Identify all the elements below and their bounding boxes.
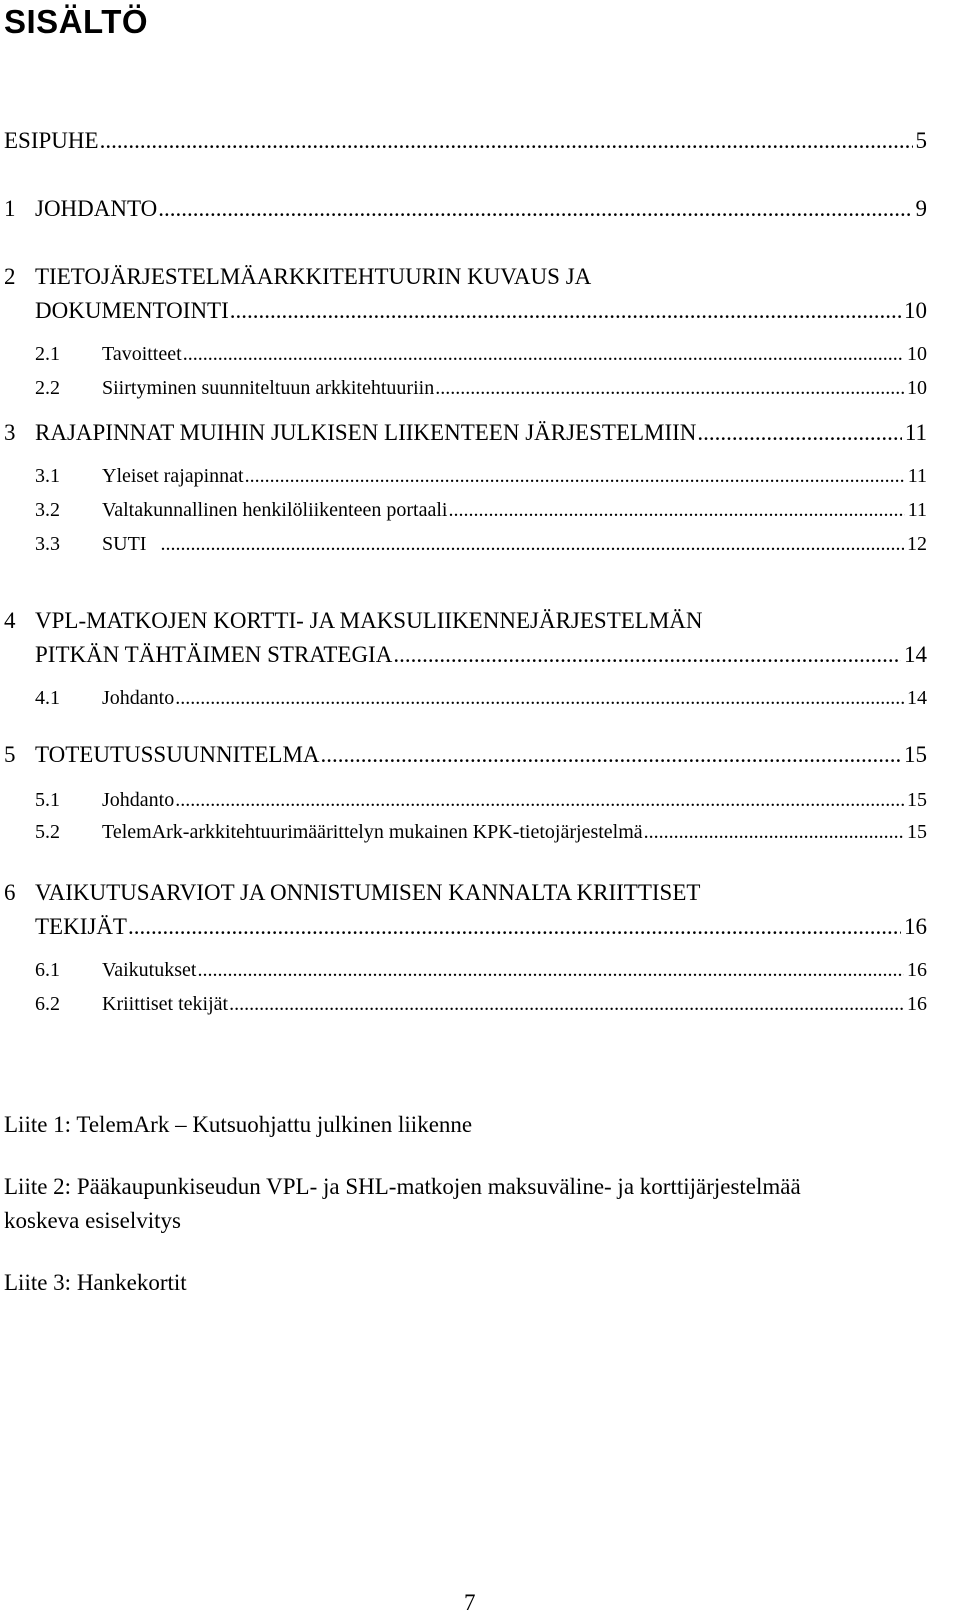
toc-entry-number: 2 (4, 264, 16, 289)
toc-entry-text: TOTEUTUSSUUNNITELMA (35, 742, 320, 767)
toc-entry-4[interactable] (35, 640, 927, 670)
toc-entry-5[interactable] (4, 740, 927, 770)
toc-entry-number: 3.2 (35, 499, 60, 521)
toc-page-number: 10 (907, 343, 927, 365)
toc-page-number: 10 (904, 298, 927, 323)
toc-dot-leader (175, 786, 904, 814)
toc-dot-leader (435, 374, 904, 402)
toc-page-number: 5 (915, 128, 927, 153)
toc-entry-text-line1: VPL-MATKOJEN KORTTI- JA MAKSULIIKENNEJÄRJESTELMÄN (35, 608, 703, 633)
toc-entry-text: Siirtyminen suunniteltuun arkkitehtuuriin (102, 377, 435, 399)
toc-page-number: 14 (904, 642, 927, 667)
toc-dot-leader (448, 496, 904, 524)
toc-entry-esipuhe[interactable] (4, 126, 927, 156)
toc-dot-leader (230, 296, 901, 326)
toc-dot-leader (697, 418, 901, 448)
toc-entry-2[interactable] (35, 296, 927, 326)
toc-entry-text: JOHDANTO (35, 196, 158, 221)
toc-entry-3[interactable] (4, 418, 927, 448)
appendix-1: Liite 1: TelemArk – Kutsuohjattu julkinen liikenne (4, 1112, 473, 1137)
toc-entry-text-line2: DOKUMENTOINTI (35, 298, 229, 323)
toc-entry-number: 5 (4, 742, 16, 767)
toc-entry-number: 6.2 (35, 993, 60, 1015)
toc-dot-leader (644, 818, 904, 846)
toc-entry-6-2[interactable] (35, 990, 927, 1020)
toc-dot-leader (197, 956, 904, 984)
toc-entry-number: 6 (4, 880, 16, 905)
toc-entry-6[interactable] (35, 912, 927, 942)
toc-page-number: 16 (907, 959, 927, 981)
toc-page-number: 11 (907, 465, 927, 487)
toc-dot-leader (100, 126, 913, 156)
appendix-3: Liite 3: Hankekortit (4, 1270, 187, 1295)
toc-entry-text: Tavoitteet (102, 343, 182, 365)
toc-dot-leader (229, 990, 904, 1018)
toc-entry-number: 2.1 (35, 343, 60, 365)
toc-entry-number: 3 (4, 420, 16, 445)
toc-entry-text: ESIPUHE (4, 128, 99, 153)
toc-page-number: 16 (907, 993, 927, 1015)
toc-dot-leader (160, 530, 904, 558)
toc-entry-number: 6.1 (35, 959, 60, 981)
toc-dot-leader (321, 740, 901, 770)
toc-page-number: 11 (907, 499, 927, 521)
toc-dot-leader (393, 640, 901, 670)
toc-entry-2-2[interactable] (35, 374, 927, 404)
toc-page-number: 15 (907, 821, 927, 843)
toc-page-number: 14 (907, 687, 927, 709)
toc-entry-text-line1: TIETOJÄRJESTELMÄARKKITEHTUURIN KUVAUS JA (35, 264, 592, 289)
toc-entry-number: 5.1 (35, 789, 60, 811)
toc-entry-3-1[interactable] (35, 462, 927, 492)
page-number: 7 (464, 1590, 476, 1615)
toc-entry-number: 3.1 (35, 465, 60, 487)
toc-entry-number: 5.2 (35, 821, 60, 843)
toc-entry-number: 2.2 (35, 377, 60, 399)
toc-entry-number: 3.3 (35, 533, 60, 555)
toc-entry-text: SUTI (102, 533, 147, 555)
toc-entry-text-line2: PITKÄN TÄHTÄIMEN STRATEGIA (35, 642, 393, 667)
toc-page-number: 16 (904, 914, 927, 939)
toc-entry-text: Yleiset rajapinnat (102, 465, 244, 487)
toc-entry-4-1[interactable] (35, 684, 927, 714)
toc-entry-text: Johdanto (102, 789, 175, 811)
toc-entry-text: RAJAPINNAT MUIHIN JULKISEN LIIKENTEEN JÄRJESTELMIIN (35, 420, 697, 445)
toc-entry-text: Vaikutukset (102, 959, 197, 981)
toc-entry-5-1[interactable] (35, 786, 927, 816)
toc-dot-leader (128, 912, 901, 942)
toc-dot-leader (158, 194, 912, 224)
toc-page-number: 10 (907, 377, 927, 399)
toc-entry-text: Valtakunnallinen henkilöliikenteen portaali (102, 499, 448, 521)
toc-entry-1[interactable] (4, 194, 927, 224)
toc-page-number: 15 (907, 789, 927, 811)
toc-dot-leader (175, 684, 904, 712)
appendix-2-line1: Liite 2: Pääkaupunkiseudun VPL- ja SHL-matkojen maksuväline- ja korttijärjestelmää (4, 1174, 801, 1199)
toc-entry-5-2[interactable] (35, 818, 927, 848)
toc-entry-number: 1 (4, 196, 16, 221)
toc-page-number: 11 (904, 420, 927, 445)
toc-dot-leader (245, 462, 905, 490)
toc-page-number: 15 (904, 742, 927, 767)
toc-entry-text-line1: VAIKUTUSARVIOT JA ONNISTUMISEN KANNALTA KRIITTISET (35, 880, 701, 905)
appendix-2-line2: koskeva esiselvitys (4, 1208, 181, 1233)
toc-entry-3-3[interactable] (35, 530, 927, 560)
toc-entry-6-1[interactable] (35, 956, 927, 986)
toc-dot-leader (183, 340, 904, 368)
toc-page-number: 9 (915, 196, 927, 221)
page-title: SISÄLTÖ (4, 3, 149, 40)
toc-entry-number: 4.1 (35, 687, 60, 709)
toc-entry-text: Johdanto (102, 687, 175, 709)
toc-entry-text: Kriittiset tekijät (102, 993, 229, 1015)
toc-entry-3-2[interactable] (35, 496, 927, 526)
toc-entry-number: 4 (4, 608, 16, 633)
toc-entry-2-1[interactable] (35, 340, 927, 370)
toc-entry-text: TelemArk-arkkitehtuurimäärittelyn mukainen KPK-tietojärjestelmä (102, 821, 643, 843)
toc-entry-text-line2: TEKIJÄT (35, 914, 127, 939)
toc-page-number: 12 (907, 533, 927, 555)
